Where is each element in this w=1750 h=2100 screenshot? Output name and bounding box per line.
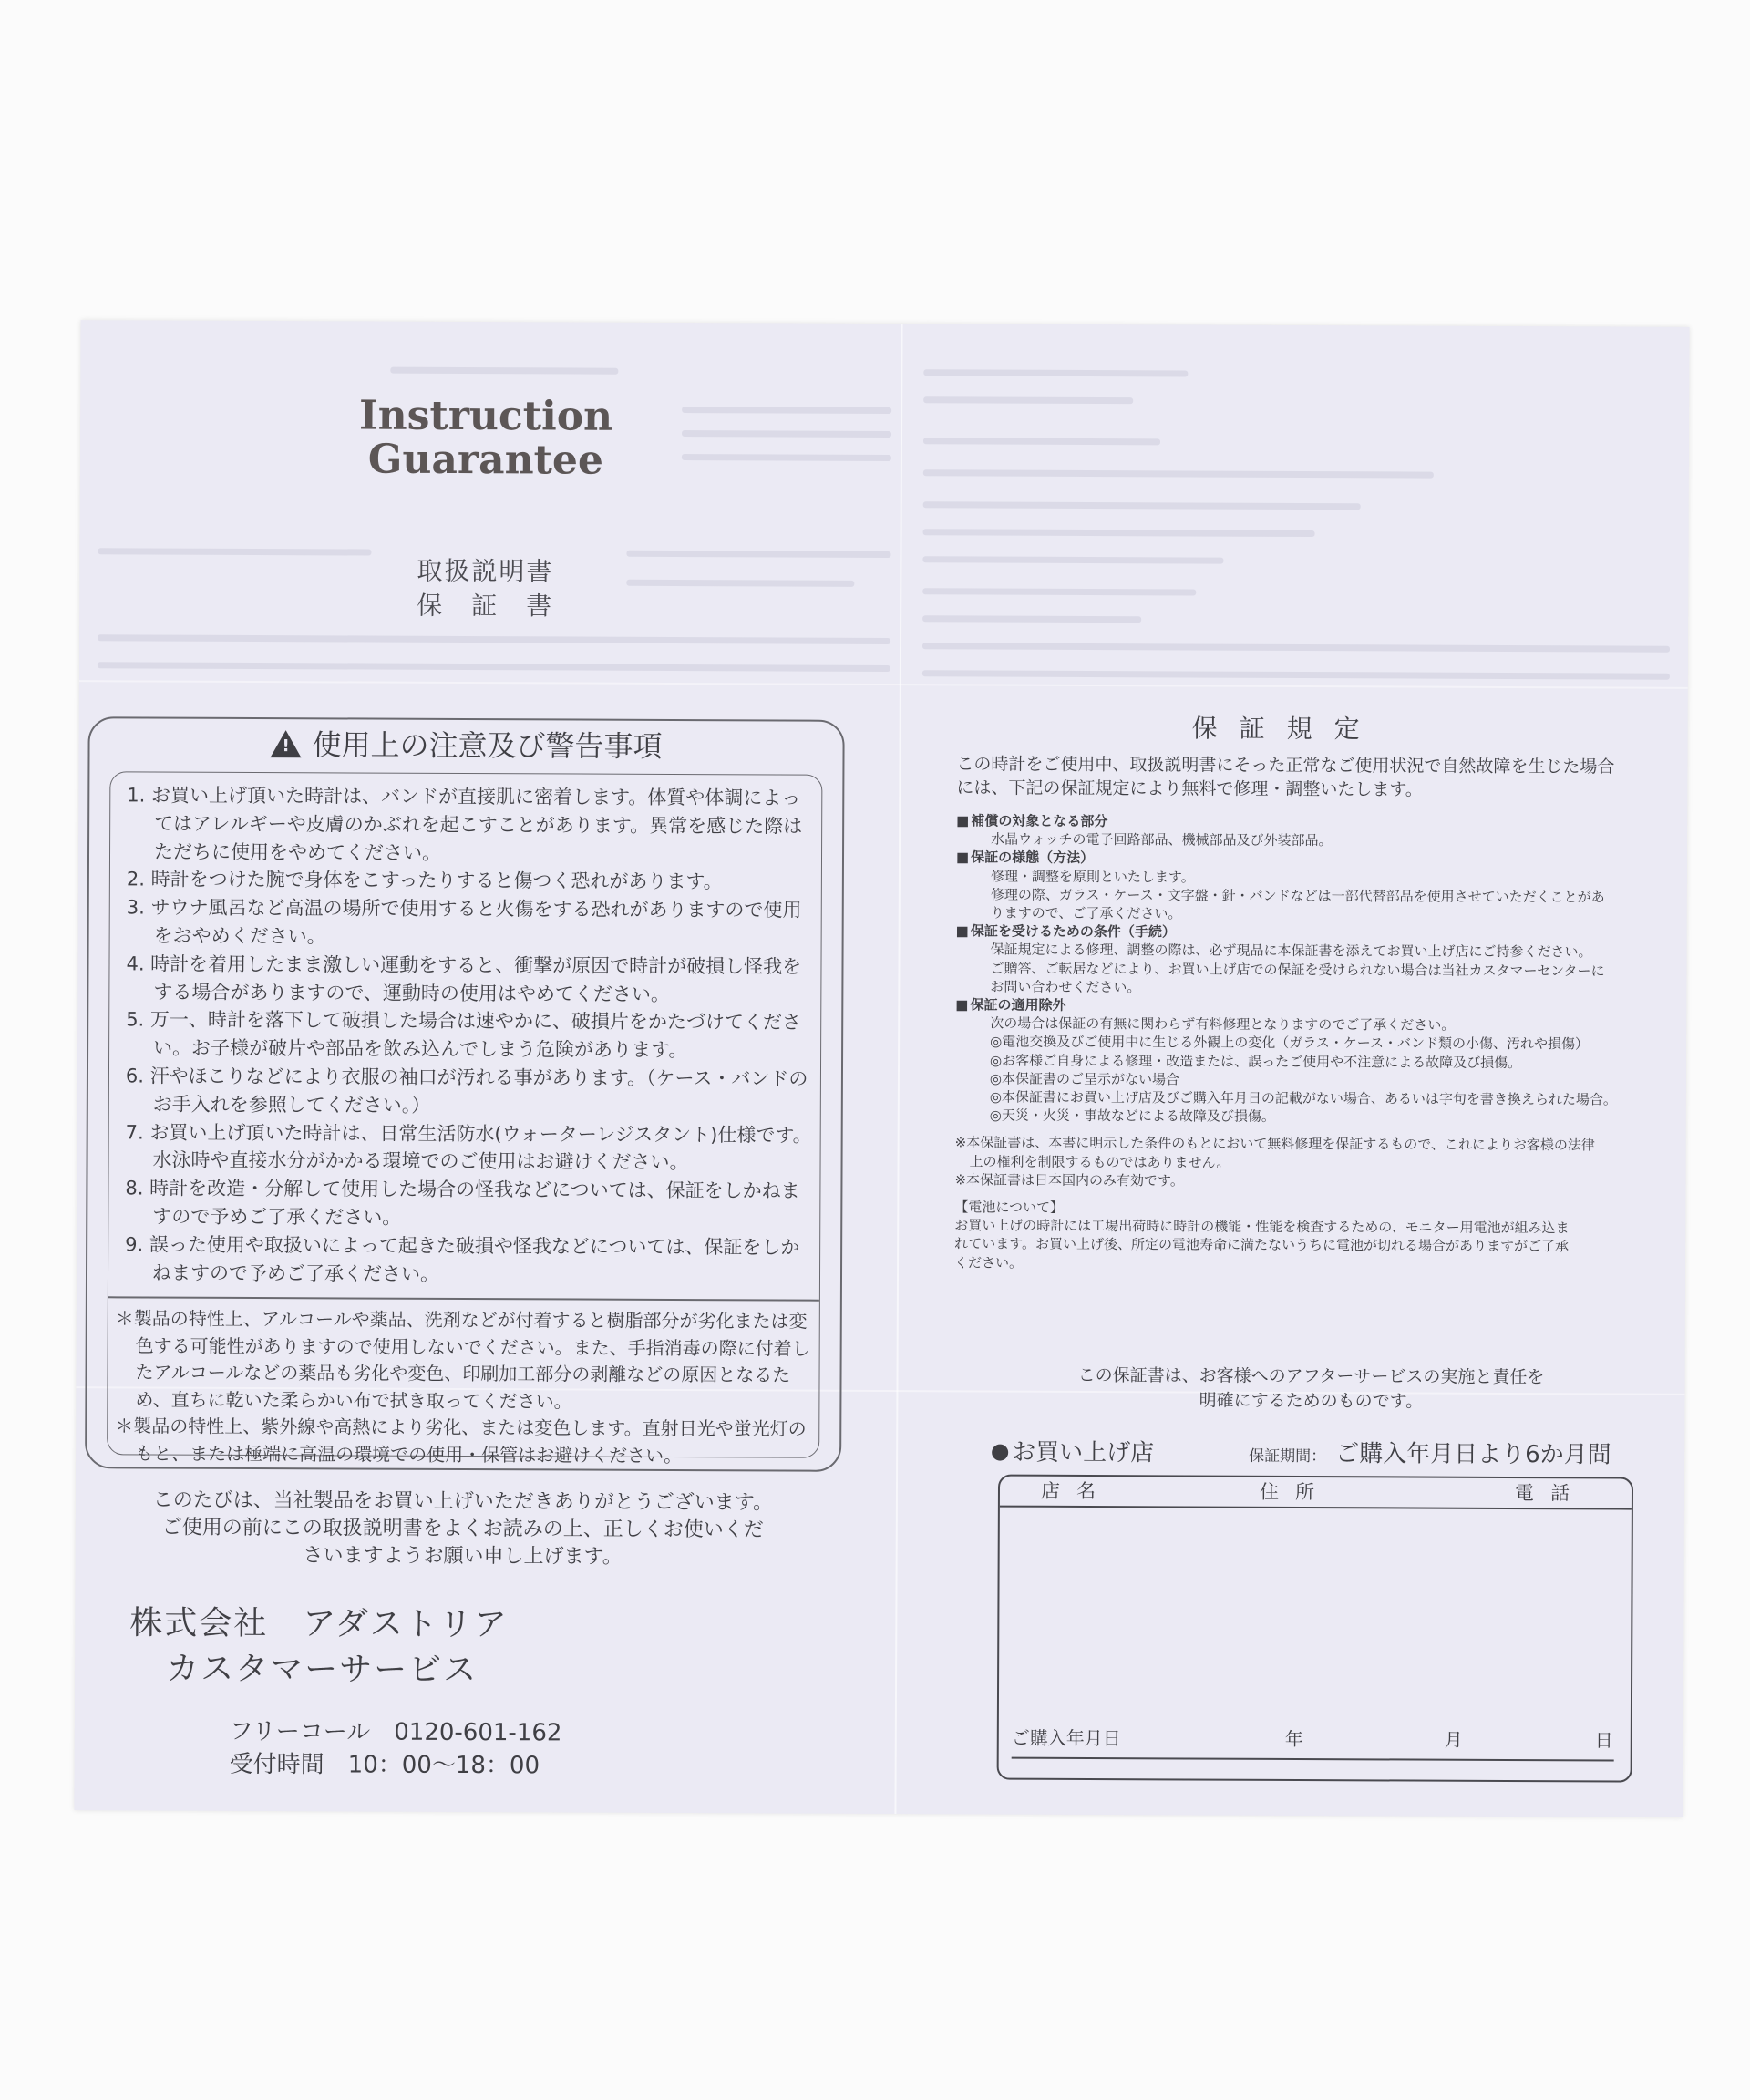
title-guarantee: Guarantee xyxy=(367,436,604,484)
term-line: りますので、ご了承ください。 xyxy=(990,904,1182,922)
material-notes xyxy=(115,1305,818,1469)
company-name xyxy=(129,1601,640,1693)
warning-heading-text: 使用上の注意及び警告事項 xyxy=(312,727,663,764)
guarantee-intro xyxy=(956,752,1676,802)
term-line: ◎本保証書のご呈示がない場合 xyxy=(989,1070,1180,1088)
term-line: 修理の際、ガラス・ケース・文字盤・針・バンドなどは一部代替部品を使用させていただくことがあ xyxy=(990,886,1605,906)
term-line: 修理・調整を原則といたします。 xyxy=(990,868,1195,886)
shop-phone-header: 電話 xyxy=(1514,1482,1587,1505)
month-label: 月 xyxy=(1444,1728,1463,1751)
guarantee-panel xyxy=(899,324,1689,1817)
instruction-panel xyxy=(74,320,901,1814)
title-english xyxy=(331,394,641,482)
assurance-line: 明確にするためのものです。 xyxy=(1199,1390,1424,1412)
assurance-line: この保証書は、お客様へのアフターサービスの実施と責任を xyxy=(1077,1364,1545,1388)
term-line: 保証規定による修理、調整の際は、必ず現品に本保証書を添えてお買い上げ店にご持参ください。 xyxy=(990,941,1592,961)
warning-item: 9. 誤った使用や取扱いによって起きた破損や怪我などについては、保証をしかねますので予めご了承ください。 xyxy=(125,1233,800,1285)
term-line: お問い合わせください。 xyxy=(990,978,1141,996)
company-line: 株式会社 アダストリア xyxy=(129,1604,509,1644)
warning-item: 2. 時計をつけた腕で身体をこすったりすると傷つく恐れがあります。 xyxy=(126,868,723,893)
term-line: ◎天災・火災・事故などによる故障及び損傷。 xyxy=(989,1107,1275,1126)
warning-item: 7. お買い上げ頂いた時計は、日常生活防水(ウォーターレジスタント)仕様です。水泳時や直接水分がかかる環境でのご使用はお避けください。 xyxy=(125,1120,812,1174)
purchase-shop-text: お買い上げ店 xyxy=(1012,1438,1155,1467)
thank-you-line: このたびは、当社製品をお買い上げいただきありがとうございます。 xyxy=(152,1488,774,1515)
shop-info-header xyxy=(1000,1477,1632,1508)
warning-item: 4. 時計を着用したまま激しい運動をすると、衝撃が原因で時計が破損し怪我をする場合がありますので、運動時の使用はやめてください。 xyxy=(126,952,802,1005)
thank-you-line: さいますようお願い申し上げます。 xyxy=(303,1544,623,1569)
warning-item: 6. 汗やほこりなどにより衣服の袖口が汚れる事があります。（ケース・バンドのお手入れを参照してください。） xyxy=(125,1065,808,1117)
term-line: 水晶ウォッチの電子回路部品、機械部品及び外装部品。 xyxy=(991,830,1333,849)
battery-line: れています。お買い上げ後、所定の電池寿命に満たないうちに電池が切れる場合がありますがご了承 xyxy=(954,1235,1570,1255)
free-call-number: 0120-601-162 xyxy=(394,1718,562,1747)
purchase-shop-label xyxy=(992,1438,1154,1468)
term-heading: ■ 保証の様態（方法） xyxy=(956,849,1685,870)
warning-separator xyxy=(108,1296,819,1301)
shop-info-form xyxy=(997,1475,1633,1783)
warranty-period xyxy=(1249,1439,1611,1473)
contact-info xyxy=(230,1715,562,1783)
footnote-line: 上の権利を制限するものではありません。 xyxy=(969,1153,1230,1171)
term-heading: ■ 保証の適用除外 xyxy=(955,995,1684,1017)
assurance-note xyxy=(955,1363,1666,1415)
hours-value: 10：00～18：00 xyxy=(347,1751,540,1780)
warning-list xyxy=(125,781,819,1290)
warning-item: 1. お買い上げ頂いた時計は、バンドが直接肌に密着します。体質や体調によってはアレルギーや皮膚のかぶれを起こすことがあります。異常を感じた際はただちに使用をやめてください。 xyxy=(127,784,803,864)
title-japanese xyxy=(380,554,590,624)
term-heading: ■ 保証を受けるための条件（手続） xyxy=(956,922,1685,944)
thank-you-line: ご使用の前にこの取扱説明書をよくお読みの上、正しくお使いくだ xyxy=(161,1516,764,1542)
shop-address-header: 住所 xyxy=(1259,1480,1332,1504)
material-note: ＊製品の特性上、紫外線や高熱により劣化、または変色します。直射日光や蛍光灯のもと、または極端に高温の環境での使用・保管はお避けください。 xyxy=(115,1415,807,1467)
purchase-date-line xyxy=(1012,1757,1614,1761)
free-call-label: フリーコール xyxy=(229,1717,371,1746)
warning-item: 3. サウナ風呂など高温の場所で使用すると火傷をする恐れがありますので使用をおやめください。 xyxy=(126,896,802,948)
intro-line: この時計をご使用中、取扱説明書にそった正常なご使用状況で自然故障を生じた場合 xyxy=(956,754,1615,777)
term-line: ご贈答、ご転居などにより、お買い上げ店での保証を受けられない場合は当社カスタマーセンターに xyxy=(990,960,1605,980)
title-instruction: Instruction xyxy=(358,392,613,440)
battery-heading: 【電池について】 xyxy=(954,1199,1065,1216)
guarantee-terms xyxy=(954,811,1685,1274)
bullet-icon xyxy=(992,1445,1008,1461)
purchase-date-label: ご購入年月日 xyxy=(1011,1726,1121,1750)
day-label: 日 xyxy=(1594,1729,1613,1752)
warning-heading xyxy=(89,726,842,766)
company-line: カスタマーサービス xyxy=(166,1650,479,1690)
warning-box xyxy=(85,716,845,1472)
title-manual: 取扱説明書 xyxy=(417,555,554,587)
warning-item: 8. 時計を改造・分解して使用した場合の怪我などについては、保証をしかねますので予めご了承ください。 xyxy=(125,1177,800,1229)
guarantee-title: 保証規定 xyxy=(1191,713,1382,745)
title-warranty: 保 証 書 xyxy=(417,590,554,622)
material-note: ＊製品の特性上、アルコールや薬品、洗剤などが付着すると樹脂部分が劣化または変色する可能性がありますので使用しないでください。また、手指消毒の際に付着したアルコールなどの薬品も劣化や変色、印刷加工部分の剥離などの原因となるため、直ちに乾いた柔らかい布で拭き取ってください。 xyxy=(115,1307,810,1413)
term-heading: ■ 補償の対象となる部分 xyxy=(956,811,1685,833)
footnote-line: ※本保証書は日本国内のみ有効です。 xyxy=(954,1171,1184,1189)
term-line: ◎本保証書にお買い上げ店及びご購入年月日の記載がない場合、あるいは字句を書き換えられた場合。 xyxy=(989,1088,1617,1108)
intro-line: には、下記の保証規定により無料で修理・調整いたします。 xyxy=(956,777,1423,800)
warranty-period-value: ご購入年月日より6か月間 xyxy=(1335,1440,1611,1469)
purchase-date-row xyxy=(1012,1723,1614,1756)
battery-line: お買い上げの時計には工場出荷時に時計の機能・性能を検査するための、モニター用電池が組み込ま xyxy=(954,1217,1570,1237)
term-line: ◎お客様ご自身による修理・改造または、誤ったご使用や不注意による故障及び損傷。 xyxy=(990,1052,1522,1071)
footnote-line: ※本保証書は、本書に明示した条件のもとにおいて無料修理を保証するもので、これによりお客様の法律 xyxy=(954,1134,1595,1154)
term-line: 次の場合は保証の有無に関わらず有料修理となりますのでご了承ください。 xyxy=(990,1014,1456,1034)
hours-label: 受付時間 xyxy=(229,1750,324,1779)
shop-name-header: 店名 xyxy=(1040,1479,1113,1503)
warning-content-frame xyxy=(107,771,822,1467)
term-line: ◎電池交換及びご使用中に生じる外観上の変化（ガラス・ケース・バンド類の小傷、汚れや損傷） xyxy=(990,1033,1590,1053)
thank-you-message xyxy=(85,1487,841,1572)
warning-icon xyxy=(270,730,301,757)
warning-item: 5. 万一、時計を落下して破損した場合は速やかに、破損片をかたづけてください。お子様が破片や部品を飲み込んでしまう危険があります。 xyxy=(126,1008,801,1062)
battery-line: ください。 xyxy=(954,1254,1024,1271)
warranty-period-label: 保証期間： xyxy=(1249,1446,1327,1467)
year-label: 年 xyxy=(1284,1727,1303,1751)
instruction-guarantee-sheet xyxy=(74,320,1689,1817)
